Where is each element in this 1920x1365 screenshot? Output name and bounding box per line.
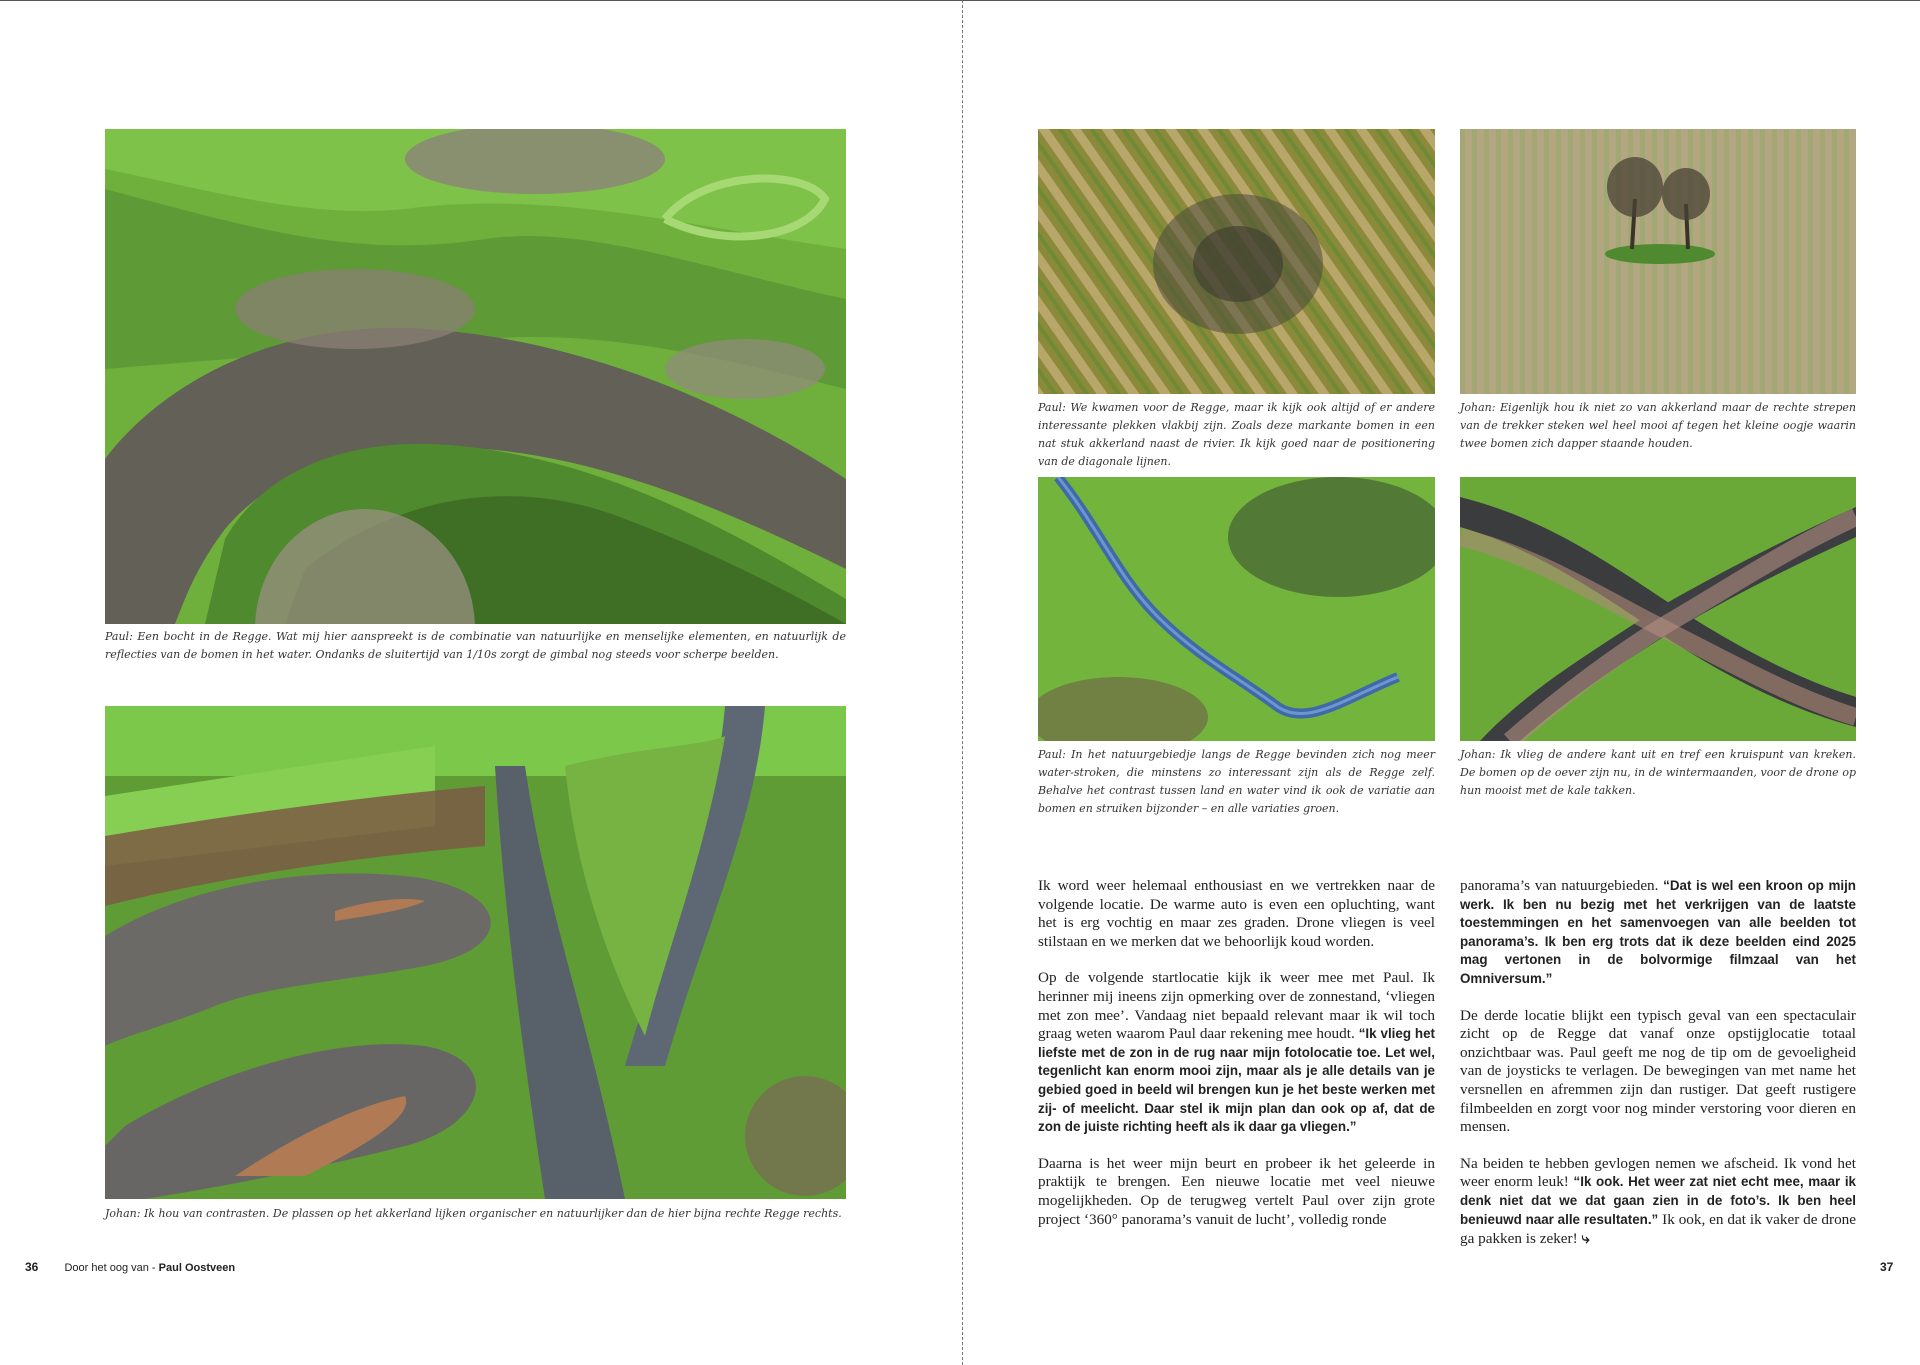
caption-river-ponds: Johan: Ik hou van contrasten. De plassen op het akkerland lijken organischer en natuurlijker dan de hier bijna rechte Regge rechts. [105,1207,842,1220]
article-col2-paragraph-3-end: Ik ook, en dat ik vaker de drone ga pakken is zeker! [1460,1210,1856,1248]
article-col2-paragraph-1-text: panorama’s van natuurgebieden. [1460,877,1664,894]
caption-stream: Paul: In het natuurgebiedje langs de Regge bevinden zich nog meer water-stroken, die minstens zo interessant zijn als de Regge zelf. Behalve het contrast tussen land en water vind ik ook de variatie aan bomen en struiken bijzonder – en alle variaties groen. [1038,748,1435,815]
article-col2-paragraph-1 [1460,877,1856,989]
article-col1-paragraph-2-text: Op de volgende startlocatie kijk ik weer mee met Paul. Ik herinner mij ineens zijn opmerking over de zonnestand, ‘vliegen met zon mee’. Vandaag niet bepaald relevant maar ik wil toch graag weten waarom Paul daar rekening mee houdt. [1038,969,1435,1043]
caption-trees-in-field: Paul: We kwamen voor de Regge, maar ik kijk ook altijd of er andere interessante plekken vlakbij zijn. Zoals deze markante bomen in een nat stuk akkerland naast de rivier. Ik kijk goed naar de positionering van de diagonale lijnen. [1038,401,1435,468]
photo-stream [1038,477,1435,741]
article-col2-paragraph-3-quote: “Ik ook. Het weer zat niet echt mee, maar ik denk niet dat we dat gaan zien in de foto’s. Ik ben heel benieuwd naar alle resultaten.” [1460,1174,1856,1227]
page-number-right: 37 [1880,1260,1894,1274]
page-number-left: 36 [25,1260,39,1274]
photo-trees-in-field [1038,129,1435,394]
folio-author-name: Paul Oostveen [158,1262,236,1274]
top-rule [0,0,1920,1]
right-folio [1880,1260,1893,1274]
article-col2-paragraph-3-text: Na beiden te hebben gevlogen nemen we afscheid. Ik vond het weer enorm leuk! [1460,1154,1856,1191]
article-col2-paragraph-1-quote: “Dat is wel een kroon op mijn werk. Ik ben nu bezig met het verkrijgen van de laatste toestemmingen en het samenvoegen van alle beelden tot panorama’s. Ik ben erg trots dat ik deze beelden eind 2025 mag vertonen in de bolvormige filmzaal van het Omniversum.” [1460,878,1856,986]
left-folio [25,1260,235,1274]
photo-river-ponds [105,706,846,1199]
caption-two-trees: Johan: Eigenlijk hou ik niet zo van akkerland maar de rechte strepen van de trekker steken wel heel mooi af tegen het kleine oogje waarin twee bomen zich dapper staande houden. [1460,401,1856,450]
folio-prefix: Door het oog van - [64,1262,159,1274]
article-col1-paragraph-2 [1038,969,1435,1136]
photo-creek-crossing [1460,477,1856,741]
caption-creek-crossing: Johan: Ik vlieg de andere kant uit en tref een kruispunt van kreken. De bomen op de oever zijn nu, in de wintermaanden, voor de drone op hun mooist met de kale takken. [1460,748,1856,797]
article-col1-paragraph-1: Ik word weer helemaal enthousiast en we vertrekken naar de volgende locatie. De warme auto is even een opluchting, want het is erg vochtig en maar zes graden. Drone vliegen is veel stilstaan en we merken dat we behoorlijk koud worden. [1038,877,1435,950]
article-column-1 [1038,877,1435,1247]
article-col1-paragraph-2-quote: “Ik vlieg het liefste met de zon in de rug naar mijn fotolocatie toe. Let wel, tegenlicht kan enorm mooi zijn, maar als je alle details van je gebied goed in beeld wil brengen kun je het beste werken met zij- of meelicht. Daar stel ik mijn plan dan ook op af, dat de zon de juiste richting heeft als ik daar ga vliegen.” [1038,1026,1436,1135]
caption-river-bend: Paul: Een bocht in de Regge. Wat mij hier aanspreekt is de combinatie van natuurlijke en menselijke elementen, en natuurlijk de reflecties van de bomen in het water. Ondanks de sluitertijd van 1/10s zorgt de gimbal nog steeds voor scherpe beelden. [105,630,846,661]
article-column-2 [1460,877,1856,1267]
end-of-article-arrow-icon: ⤷ [1581,1229,1590,1248]
photo-river-bend [105,129,846,624]
photo-two-trees [1460,129,1856,394]
article-col1-paragraph-3: Daarna is het weer mijn beurt en probeer ik het geleerde in praktijk te brengen. Een nieuwe locatie met veel nieuwe mogelijkheden. Op de terugweg vertelt Paul over zijn grote project ‘360° panorama’s vanuit de lucht’, volledig ronde [1038,1154,1435,1228]
page-spine-divider [962,0,963,1365]
article-col2-paragraph-2: De derde locatie blijkt een typisch geval van een spectaculair zicht op de Regge dat vanaf onze opstijglocatie totaal onzichtbaar was. Paul geeft me nog de tip om de gevoeligheid van de joysticks te verlagen. De bewegingen van met name het versnellen en afremmen zijn dan rustiger. Dat geeft rustigere filmbeelden en zorgt voor nog minder verstoring voor dieren en mensen. [1460,1006,1856,1136]
article-col2-paragraph-3 [1460,1155,1856,1249]
